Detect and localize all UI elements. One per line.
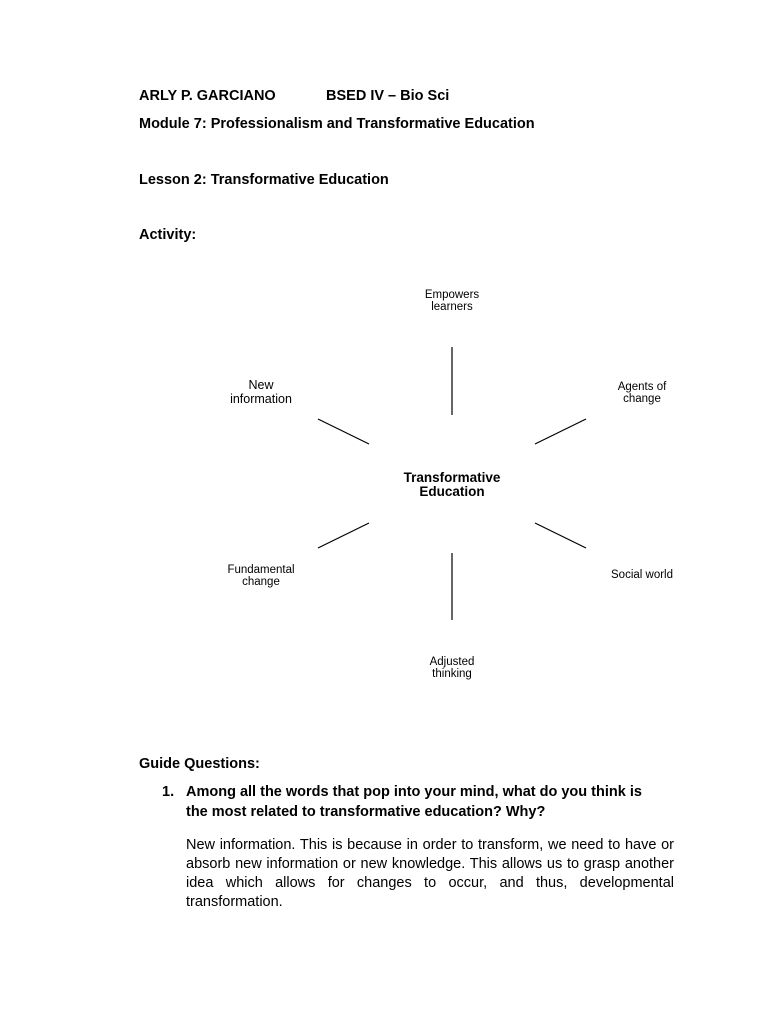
node-label-line2: change [623,393,661,405]
center-label-line1: Transformative [403,470,501,485]
question-line1: Among all the words that pop into your mind, what do you think is [186,784,642,800]
node-fundamental-change [201,564,321,588]
course-label: BSED IV – Bio Sci [326,88,450,104]
node-label-line1: Agents of [617,381,667,393]
lesson-title: Lesson 2: Transformative Education [139,172,389,188]
spoke-top-right [535,419,586,444]
node-label-line2: thinking [432,668,472,680]
spoke-bottom-right [535,523,586,548]
spoke-bottom-left [318,523,369,548]
node-label-line1: Adjusted [429,656,475,668]
node-label-line2: change [242,576,280,588]
question-number: 1. [162,784,175,800]
center-label-line2: Education [419,484,485,499]
node-new-information [201,379,321,406]
module-title: Module 7: Professionalism and Transformative Education [139,116,535,132]
question-text [186,782,686,822]
student-name: ARLY P. GARCIANO [139,88,276,104]
answer-text: New information. This is because in order to transform, we need to have or absorb new information or new knowledge. This allows us to grasp another idea which allows for changes to occur, and thus, developmental transformation. [186,837,674,910]
center-node [372,471,532,499]
node-label-line1: Empowers [424,289,480,301]
node-empowers-learners [392,289,512,313]
node-social-world [582,569,702,581]
node-adjusted-thinking [392,656,512,680]
spoke-top-left [318,419,369,444]
guide-questions-title: Guide Questions: [139,756,260,772]
node-agents-of-change [582,381,702,405]
node-label-line1: Fundamental [227,564,295,576]
node-label-line1: New [248,378,274,392]
node-label: Social world [611,569,673,581]
question-line2: the most related to transformative education? Why? [186,804,546,820]
node-label-line2: learners [431,301,473,313]
node-label-line2: information [230,391,292,406]
activity-label: Activity: [139,227,197,243]
